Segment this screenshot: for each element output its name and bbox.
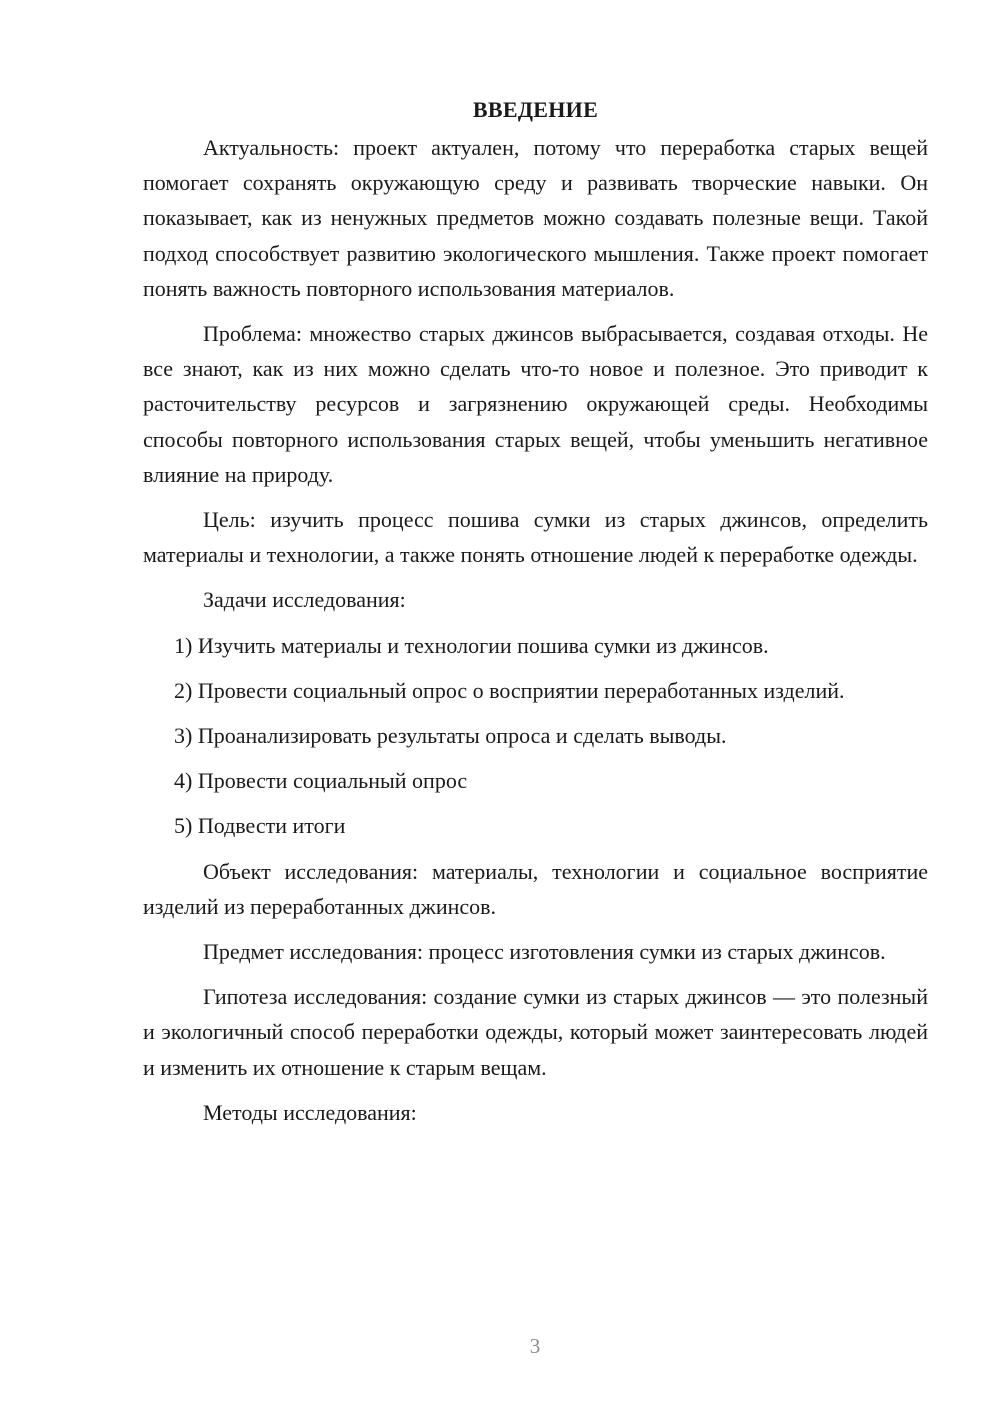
document-page bbox=[143, 92, 928, 1140]
page-title: ВВЕДЕНИЕ bbox=[472, 97, 599, 122]
task-item-5: 5) Подвести итоги bbox=[174, 813, 346, 839]
task-item-1: 1) Изучить материалы и технологии пошива сумки из джинсов. bbox=[174, 632, 769, 658]
paragraph-object: Объект исследования: материалы, технологии и социальное восприятие изделий из переработанных джинсов. bbox=[143, 858, 928, 919]
page-number: 3 bbox=[529, 1334, 541, 1358]
paragraph-hypothesis: Гипотеза исследования: создание сумки из старых джинсов — это полезный и экологичный способ переработки одежды, который может заинтересовать людей и изменить их отношение к старым вещам. bbox=[143, 984, 928, 1080]
paragraph-relevance: Актуальность: проект актуален, потому что переработка старых вещей помогает сохранять окружающую среду и развивать творческие навыки. Он показывает, как из ненужных предметов можно создавать полезные вещи. Такой подход способствует развитию экологического мышления. Также проект помогает понять важность повторного использования материалов. bbox=[143, 135, 928, 301]
task-item-4: 4) Провести социальный опрос bbox=[174, 768, 468, 794]
paragraph-goal: Цель: изучить процесс пошива сумки из старых джинсов, определить материалы и технологии, а также понять отношение людей к переработке одежды. bbox=[143, 507, 928, 568]
methods-heading: Методы исследования: bbox=[203, 1099, 417, 1125]
paragraph-subject: Предмет исследования: процесс изготовления сумки из старых джинсов. bbox=[203, 939, 886, 965]
paragraph-problem: Проблема: множество старых джинсов выбрасывается, создавая отходы. Не все знают, как из них можно сделать что-то новое и полезное. Это приводит к расточительству ресурсов и загрязнению окружающей среды. Необходимы способы повторного использования старых вещей, чтобы уменьшить негативное влияние на природу. bbox=[143, 321, 928, 487]
task-item-2: 2) Провести социальный опрос о восприятии переработанных изделий. bbox=[174, 677, 845, 703]
task-item-3: 3) Проанализировать результаты опроса и сделать выводы. bbox=[174, 723, 727, 749]
tasks-heading: Задачи исследования: bbox=[203, 587, 406, 613]
